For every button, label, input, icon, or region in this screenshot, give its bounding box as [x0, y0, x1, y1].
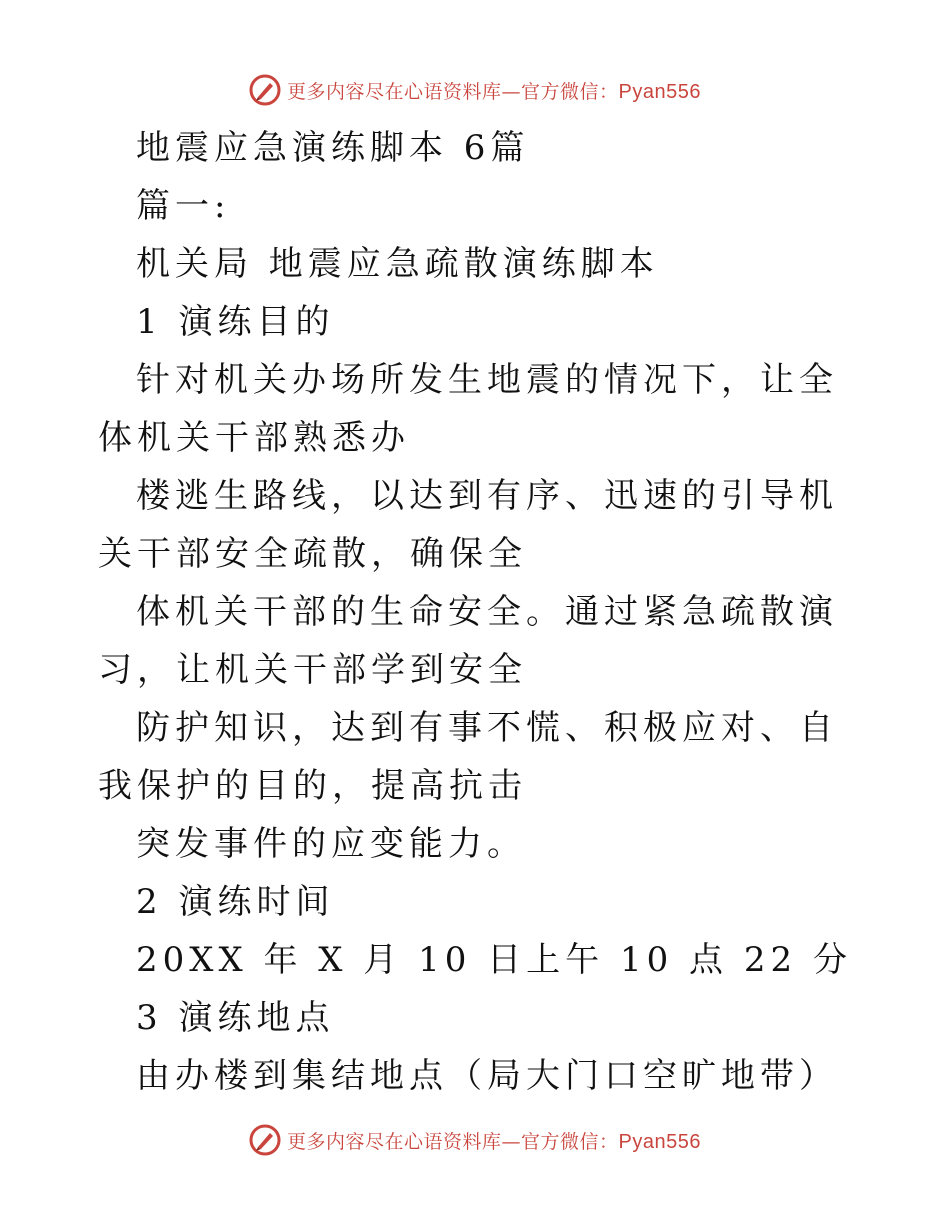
wechat-id: Pyan556 [618, 80, 701, 103]
heading-time: 2 演练时间 [136, 882, 335, 922]
pen-logo-icon [249, 74, 281, 106]
section-title: 机关局 地震应急疏散演练脚本 [136, 244, 659, 284]
paragraph: 针对机关办场所发生地震的情况下，让全体机关干部熟悉办 [98, 360, 838, 458]
heading-purpose: 1 演练目的 [136, 302, 335, 342]
paragraph: 突发事件的应变能力。 [136, 824, 526, 864]
banner-text: 更多内容尽在心语资料库—官方微信：Pyan556 [287, 80, 701, 103]
document-body [98, 119, 858, 1105]
doc-title: 地震应急演练脚本 6篇 [136, 128, 530, 168]
drill-time: 20XX 年 X 月 10 日上午 10 点 22 分 [136, 940, 852, 980]
drill-location: 由办楼到集结地点（局大门口空旷地带） [136, 1056, 838, 1096]
wechat-id: Pyan556 [618, 1130, 701, 1153]
banner-text: 更多内容尽在心语资料库—官方微信：Pyan556 [287, 1130, 701, 1153]
part-heading: 篇一: [136, 186, 231, 226]
header-watermark-banner [0, 70, 950, 110]
paragraph: 楼逃生路线，以达到有序、迅速的引导机关干部安全疏散，确保全 [98, 476, 838, 574]
pen-logo-icon [249, 1124, 281, 1156]
paragraph: 防护知识，达到有事不慌、积极应对、自我保护的目的，提高抗击 [98, 708, 838, 806]
paragraph: 体机关干部的生命安全。通过紧急疏散演习，让机关干部学到安全 [98, 592, 838, 690]
heading-location: 3 演练地点 [136, 998, 335, 1038]
footer-watermark-banner [0, 1120, 950, 1160]
